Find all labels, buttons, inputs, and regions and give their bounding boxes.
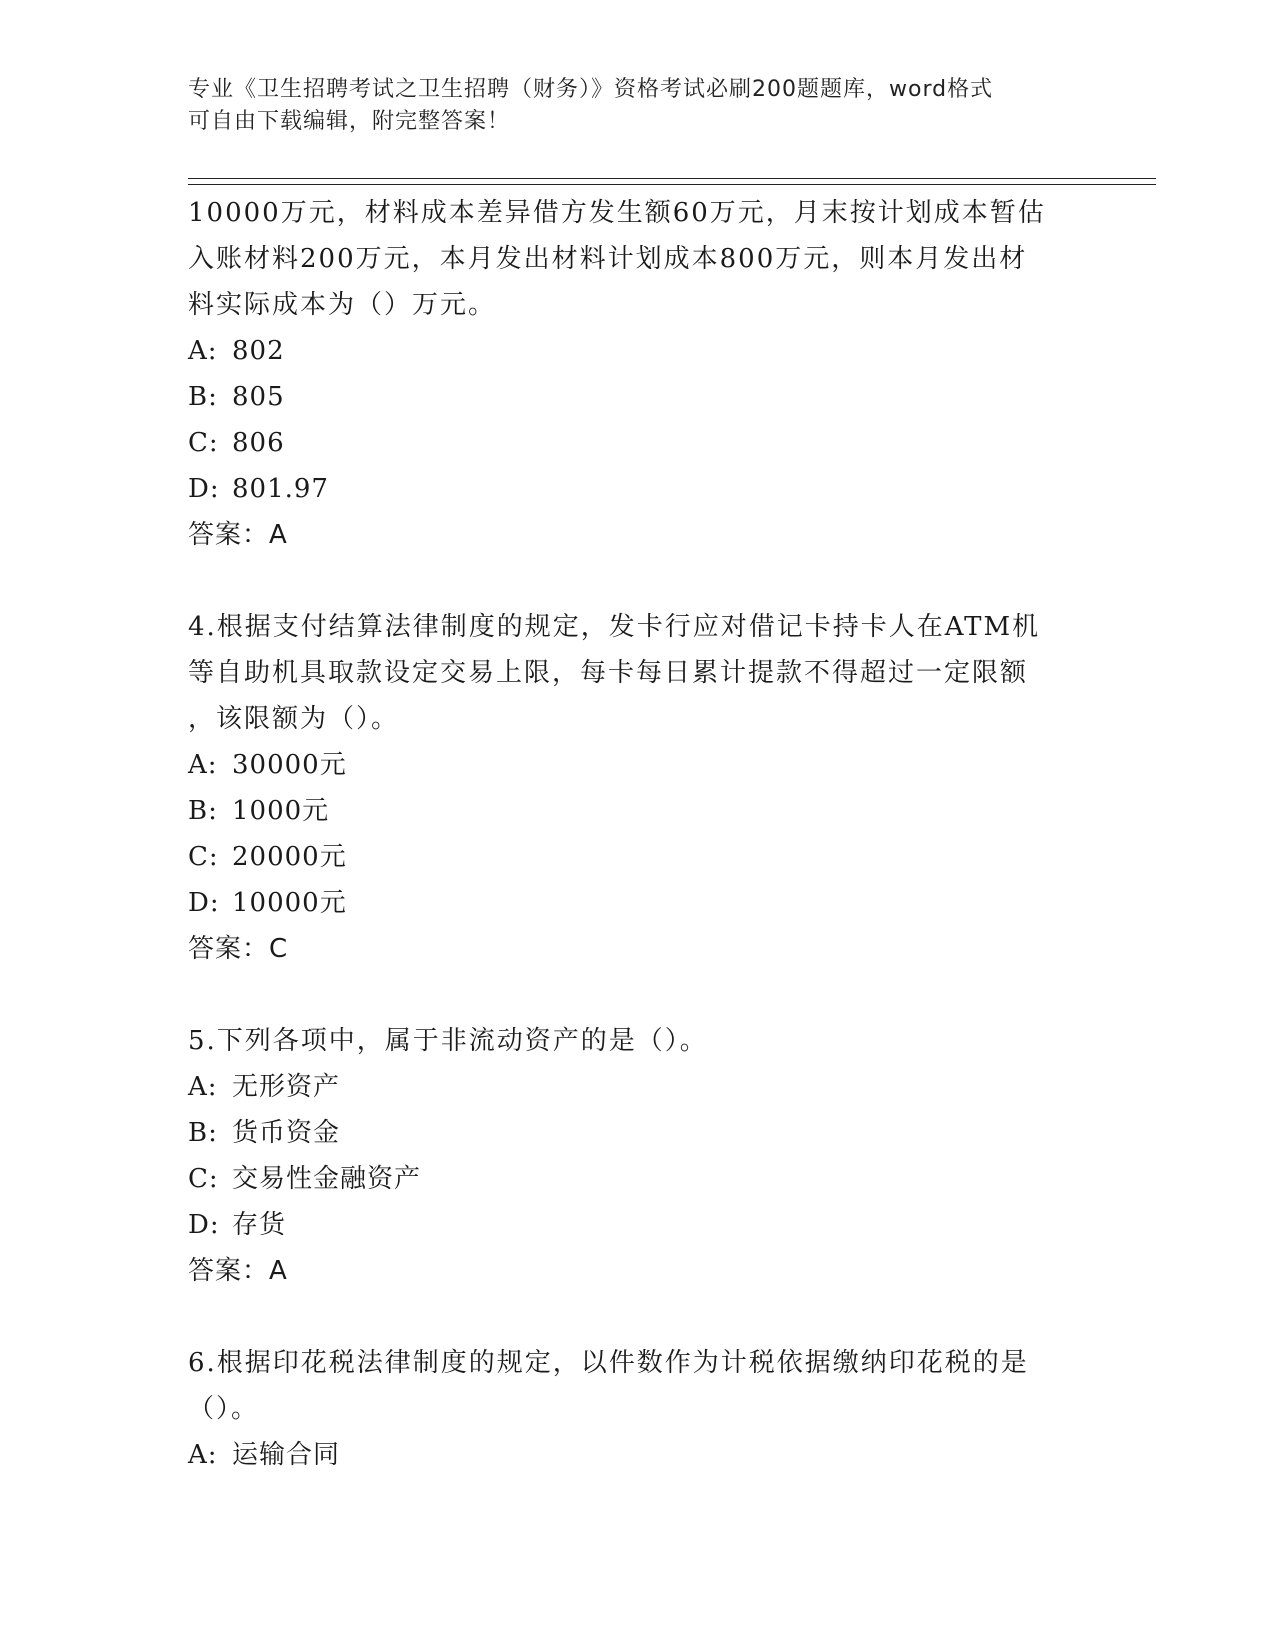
question-6	[188, 1340, 1068, 1478]
option-key: A:	[188, 1440, 218, 1470]
option-d	[188, 466, 1068, 512]
question-text-line: （）。	[188, 1394, 260, 1424]
spacer	[188, 1294, 1068, 1340]
option-b	[188, 1110, 1068, 1156]
option-text: 货币资金	[232, 1118, 341, 1148]
option-text: 805	[232, 382, 285, 412]
option-c	[188, 834, 1068, 880]
option-key: D:	[188, 888, 220, 918]
header-line-2: 可自由下载编辑，附完整答案！	[188, 109, 511, 134]
option-key: B:	[188, 382, 218, 412]
option-text: 20000元	[232, 842, 347, 872]
question-5	[188, 1018, 1068, 1294]
option-key: C:	[188, 428, 219, 458]
option-b	[188, 788, 1068, 834]
answer-line: 答案：A	[188, 520, 288, 550]
spacer	[188, 558, 1068, 604]
option-a	[188, 328, 1068, 374]
option-text: 806	[232, 428, 285, 458]
option-text: 存货	[232, 1210, 287, 1240]
header-divider-top	[188, 178, 1156, 179]
option-key: C:	[188, 1164, 219, 1194]
option-d	[188, 1202, 1068, 1248]
option-text: 30000元	[232, 750, 347, 780]
option-text: 801.97	[232, 474, 329, 504]
option-key: A:	[188, 336, 218, 366]
option-text: 1000元	[232, 796, 330, 826]
header-divider-bottom	[188, 184, 1156, 185]
option-text: 运输合同	[232, 1440, 341, 1470]
answer-line: 答案：A	[188, 1256, 288, 1286]
option-key: D:	[188, 1210, 220, 1240]
question-4	[188, 604, 1068, 972]
option-text: 无形资产	[232, 1072, 341, 1102]
question-text-line: 等自助机具取款设定交易上限，每卡每日累计提款不得超过一定限额	[188, 658, 1029, 688]
question-text-line: 10000万元，材料成本差异借方发生额60万元，月末按计划成本暂估	[188, 198, 1046, 228]
option-text: 交易性金融资产	[232, 1164, 422, 1194]
option-key: B:	[188, 1118, 218, 1148]
option-text: 10000元	[232, 888, 347, 918]
header-line-1: 专业《卫生招聘考试之卫生招聘（财务）》资格考试必刷200题题库，word格式	[188, 77, 994, 102]
question-text-line: 入账材料200万元，本月发出材料计划成本800万元，则本月发出材	[188, 244, 1028, 274]
question-text-line: 5.下列各项中，属于非流动资产的是（）。	[188, 1026, 708, 1056]
option-d	[188, 880, 1068, 926]
spacer	[188, 972, 1068, 1018]
option-a	[188, 1432, 1068, 1478]
question-text-line: 4.根据支付结算法律制度的规定，发卡行应对借记卡持卡人在ATM机	[188, 612, 1041, 642]
answer-line: 答案：C	[188, 934, 289, 964]
option-a	[188, 1064, 1068, 1110]
option-c	[188, 420, 1068, 466]
option-key: B:	[188, 796, 218, 826]
document-header	[188, 74, 1068, 138]
option-c	[188, 1156, 1068, 1202]
option-text: 802	[232, 336, 285, 366]
question-text-line: ，该限额为（）。	[188, 704, 400, 734]
option-a	[188, 742, 1068, 788]
question-text-line: 6.根据印花税法律制度的规定，以件数作为计税依据缴纳印花税的是	[188, 1348, 1029, 1378]
option-b	[188, 374, 1068, 420]
option-key: C:	[188, 842, 219, 872]
option-key: A:	[188, 1072, 218, 1102]
question-content	[188, 190, 1068, 1478]
question-text-line: 料实际成本为（）万元。	[188, 290, 497, 320]
question-3	[188, 190, 1068, 558]
option-key: D:	[188, 474, 220, 504]
option-key: A:	[188, 750, 218, 780]
